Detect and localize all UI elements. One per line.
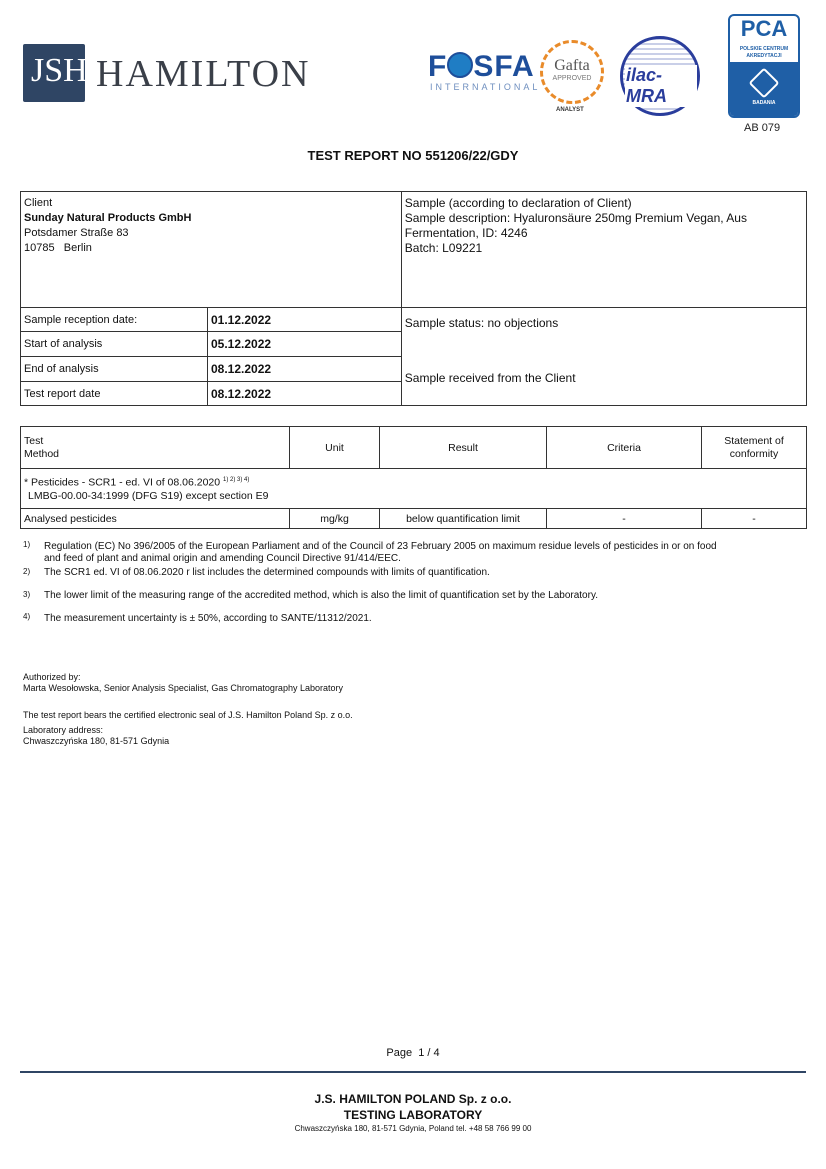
jsh-logo-text: JSH	[31, 52, 88, 89]
sample-description-1: Sample description: Hyaluronsäure 250mg Premium Vegan, Aus	[404, 211, 747, 225]
sample-status-cell	[401, 308, 806, 406]
header-statement	[702, 427, 807, 469]
gafta-name: Gafta	[554, 57, 590, 74]
footer-lab: TESTING LABORATORY	[343, 1108, 483, 1122]
report-title: TEST REPORT NO 551206/22/GDY	[307, 148, 519, 163]
client-city: 10785 Berlin	[24, 242, 92, 254]
footnote-number: 4)	[23, 612, 31, 621]
gafta-analyst: ANALYST	[556, 107, 584, 113]
row-statement: -	[702, 509, 807, 529]
pca-sub: POLSKIE CENTRUM AKREDYTACJI	[739, 46, 789, 59]
globe-icon	[447, 52, 473, 78]
ilac-logo	[620, 36, 700, 116]
header-test: Test	[24, 434, 44, 447]
client-cell	[21, 192, 402, 308]
date-value: 01.12.2022	[208, 308, 402, 332]
group-method: LMBG-00.00-34:1999 (DFG S19) except section E9	[28, 489, 269, 502]
seal-note: The test report bears the certified electronic seal of J.S. Hamilton Poland Sp. z o.o.	[23, 710, 353, 720]
group-refs: 1) 2) 3) 4)	[223, 477, 250, 484]
authorized-label: Authorized by:	[23, 672, 81, 682]
header-result: Result	[380, 427, 547, 469]
page-number: Page 1 / 4	[386, 1047, 440, 1059]
lab-address-label: Laboratory address:	[23, 725, 104, 735]
sample-cell	[401, 192, 806, 308]
test-group	[21, 469, 807, 509]
row-result: below quantification limit	[380, 509, 547, 529]
lab-address: Chwaszczyńska 180, 81-571 Gdynia	[23, 736, 170, 746]
fosfa-sub: INTERNATIONAL	[430, 82, 541, 92]
client-name: Sunday Natural Products GmbH	[24, 212, 192, 224]
footnote-text: Regulation (EC) No 396/2005 of the European Parliament and of the Council of 23 February 2005 on maximum residue levels of pesticides in or on food	[44, 541, 717, 552]
authorized-person: Marta Wesołowska, Senior Analysis Specialist, Gas Chromatography Laboratory	[23, 683, 343, 693]
sample-status: Sample status: no objections	[404, 316, 559, 330]
client-sample-table	[20, 191, 807, 406]
footnote-text: The measurement uncertainty is ± 50%, according to SANTE/11312/2021.	[44, 613, 372, 624]
company-name: HAMILTON	[96, 53, 311, 95]
footnote-text: The SCR1 ed. VI of 08.06.2020 r list includes the determined compounds with limits of quantification.	[44, 567, 490, 578]
results-table	[20, 426, 807, 529]
row-test: Analysed pesticides	[21, 509, 290, 529]
footer-address: Chwaszczyńska 180, 81-571 Gdynia, Poland tel. +48 58 766 99 00	[294, 1124, 532, 1133]
gafta-approved: APPROVED	[552, 75, 592, 82]
footer-divider	[20, 1071, 806, 1073]
table-row	[21, 509, 807, 529]
pca-logo	[728, 14, 800, 118]
pca-name: PCA	[740, 16, 788, 41]
date-value: 08.12.2022	[208, 382, 402, 406]
sample-received: Sample received from the Client	[404, 371, 576, 385]
header-criteria: Criteria	[547, 427, 702, 469]
client-heading: Client	[24, 197, 53, 209]
footer-company: J.S. HAMILTON POLAND Sp. z o.o.	[314, 1092, 512, 1106]
header-method: Method	[24, 447, 60, 460]
footnote-number: 2)	[23, 567, 31, 576]
header-test-method	[21, 427, 290, 469]
jsh-logo	[23, 44, 88, 102]
header-statement-2: conformity	[729, 447, 779, 460]
flask-icon	[748, 67, 779, 98]
row-criteria: -	[547, 509, 702, 529]
header-unit: Unit	[290, 427, 380, 469]
footnote	[44, 541, 804, 565]
client-street: Potsdamer Straße 83	[24, 227, 129, 239]
footnote-text: The lower limit of the measuring range of the accredited method, which is also the limit of quantification set by the Laboratory.	[44, 590, 598, 601]
date-label: Test report date	[21, 382, 208, 406]
accreditation-number: AB 079	[744, 122, 781, 134]
row-unit: mg/kg	[290, 509, 380, 529]
sample-heading: Sample (according to declaration of Client)	[404, 196, 632, 210]
date-value: 08.12.2022	[208, 357, 402, 382]
sample-description-2: Fermentation, ID: 4246	[404, 226, 528, 240]
footnote-text-2: and feed of plant and animal origin and amending Council Directive 91/414/EEC.	[44, 553, 401, 564]
date-label: End of analysis	[21, 357, 208, 382]
group-title: * Pesticides - SCR1 - ed. VI of 08.06.2020	[24, 476, 221, 489]
pca-badania: BADANIA	[752, 100, 776, 106]
fosfa-logo: F SFA	[428, 50, 535, 83]
ilac-name: ilac-MRA	[625, 65, 697, 107]
date-label: Start of analysis	[21, 332, 208, 357]
date-value: 05.12.2022	[208, 332, 402, 357]
header-statement-1: Statement of	[724, 434, 784, 447]
date-label: Sample reception date:	[21, 308, 208, 332]
sample-batch: Batch: L09221	[404, 241, 483, 255]
footnote-number: 1)	[23, 540, 31, 549]
footnote-number: 3)	[23, 590, 31, 599]
gafta-logo	[540, 40, 604, 104]
